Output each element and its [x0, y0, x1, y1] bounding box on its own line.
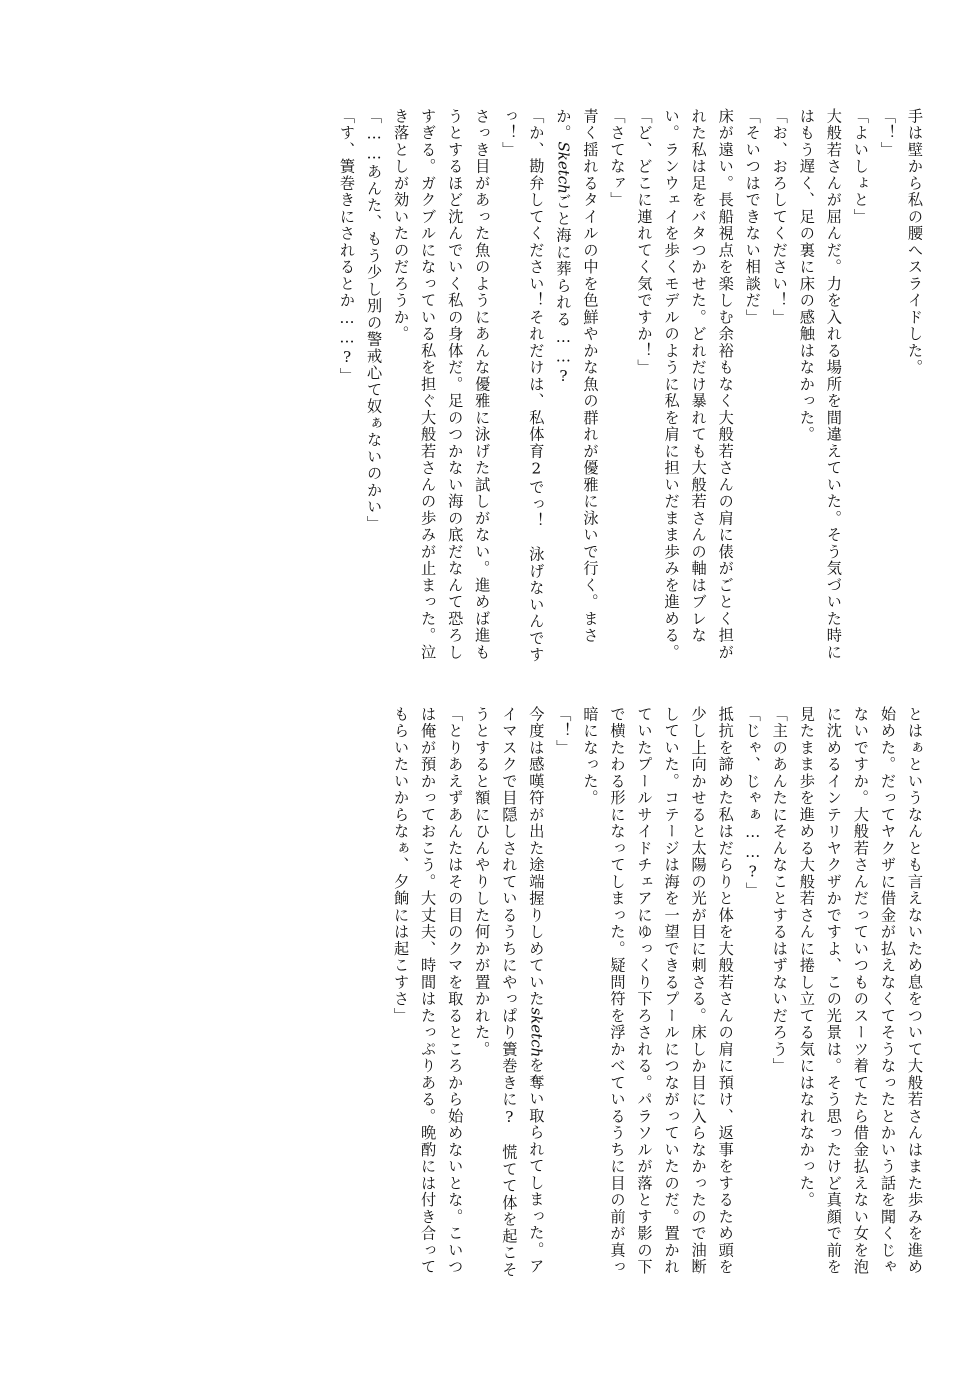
- paragraph: 「か、勘弁してください！それだけは、私体育2でっ！ 泳げないんですっ！」: [500, 108, 546, 664]
- paragraph: とはぁというなんとも言えないため息をついて大般若さんはまた歩みを進め始めた。だってヤクザに借金が払えなくてそうなったとかいう話を聞くじゃないですか。大般若さんだっていつものスーツ着てたら借金払えない女を泡に沈めるインテリヤクザかですよ、この光景は。そう思ったけど真顔で前を見たまま歩を進める大般若さんに捲し立てる気にはなれなかった。: [797, 706, 924, 1276]
- paragraph: 「主のあんたにそんなことするはずないだろう」: [770, 706, 789, 1075]
- paragraph-with-latin: 今度は感嘆符が出た途端握りしめていたsketchを奪い取られてしまった。アイマスクで目隠しされているうちにやっぱり簀巻きに? 慌てて体を起こそうとすると額にひんやりした何かが置かれた。: [473, 706, 546, 1279]
- paragraph: さっき目があった魚のようにあんな優雅に泳げた試しがない。進めば進もうとするほど沈んでいく私の身体だ。足のつかない海の底だなんて恐ろしすぎる。ガクブルになっている私を担ぐ大般若さんの歩みが止まった。泣き落としが効いたのだろうか。: [392, 108, 492, 661]
- latin-run: Sketch: [554, 141, 573, 194]
- latin-run: sketch: [527, 1007, 546, 1058]
- paragraph: 「す、簀巻きにされるとか……?」: [338, 108, 357, 385]
- paragraph: 「ど、どこに連れてく気ですか！」: [635, 108, 654, 376]
- paragraph: 「！」: [554, 706, 573, 757]
- text-block-bottom: [82, 706, 928, 1286]
- paragraph: 「さてなァ」: [608, 108, 627, 209]
- text-block-top: [82, 108, 928, 668]
- paragraph: 床が遠い。長船視点を楽しむ余裕もなく大般若さんの肩に俵がごとく担がれた私は足をバタつかせた。どれだけ暴れても大般若さんの軸はブレない。ランウェイを歩くモデルのように私を肩に担いだまま歩みを進める。: [662, 108, 735, 661]
- paragraph: 大般若さんが屈んだ。力を入れる場所を間違えていた。そう気づいた時にはもう遅く、足の裏に床の感触はなかった。: [797, 108, 843, 661]
- paragraph: 「！」: [878, 108, 897, 159]
- paragraph: 抵抗を諦めた私はだらりと体を大般若さんの肩に預け、返事をするため頭を少し上向かせると太陽の光が目に刺さる。床しか目に入らなかったので油断していた。コテージは海を一望できるプールにつながっていたのだ。置かれていたプールサイドチェアにゆっくり下ろされる。パラソルが落とす影の下で横たわる形になってしまった。疑問符を浮かべているうちに目の前が真っ暗になった。: [581, 706, 735, 1276]
- paragraph: 「とりあえずあんたはその目のクマを取るところから始めないとな。こいつは俺が預かっておこう。大丈夫、時間はたっぷりある。晩酌には付き合ってもらいたいからなぁ、夕餉には起こすさ」: [392, 706, 465, 1276]
- paragraph: 「……あんた、もう少し別の警戒心て奴ぁないのかい」: [365, 108, 384, 533]
- paragraph: 「そいつはできない相談だ」: [743, 108, 762, 326]
- paragraph: 「じゃ、じゃぁ……?」: [743, 706, 762, 899]
- paragraph-with-latin: 青く揺れるタイルの中を色鮮やかな魚の群れが優雅に泳いで行く。まさか。Sketchごと海に葬られる……?: [554, 108, 600, 644]
- paragraph: 「よいしょと」: [851, 108, 870, 226]
- paragraph: 手は壁から私の腰へスライドした。: [906, 108, 924, 376]
- paragraph: 「お、おろしてください！」: [770, 108, 789, 326]
